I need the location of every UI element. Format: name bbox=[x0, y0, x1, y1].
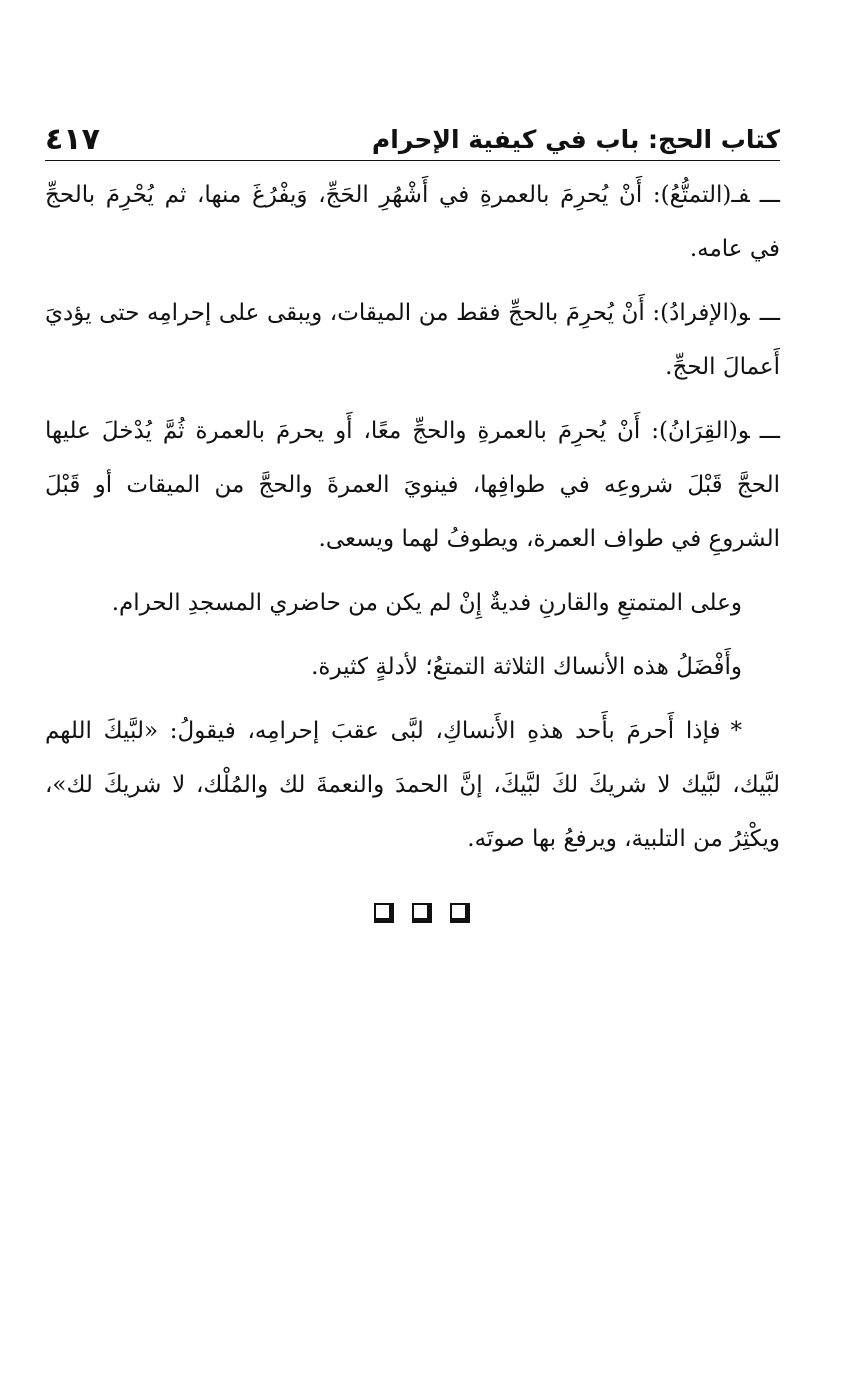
paragraph-afdal bbox=[45, 640, 780, 694]
running-header bbox=[45, 112, 780, 160]
paragraph-tamattu bbox=[45, 168, 780, 276]
header-divider bbox=[45, 160, 780, 161]
paragraph-qiran bbox=[45, 404, 780, 566]
paragraph-text: فـ(التمتُّعُ): أَنْ يُحرِمَ بالعمرةِ في أَشْهُرِ الحَجِّ، وَيفْرُغَ منها، ثم يُحْرِمَ بالحجِّ في عامه. bbox=[45, 182, 780, 262]
paragraph-ifrad bbox=[45, 286, 780, 394]
paragraph-talbiya bbox=[45, 704, 780, 866]
square-box-icon bbox=[374, 903, 394, 923]
page-body bbox=[45, 168, 780, 876]
square-box-icon bbox=[450, 903, 470, 923]
paragraph-text: و(الإفرادُ): أَنْ يُحرِمَ بالحجِّ فقط من الميقات، ويبقى على إحرامِه حتى يؤديَ أَعمالَ الحجِّ. bbox=[45, 300, 780, 380]
square-box-icon bbox=[412, 903, 432, 923]
paragraph-dash: ـــ bbox=[759, 300, 780, 326]
paragraph-text: وأَفْضَلُ هذه الأنساك الثلاثة التمتعُ؛ لأدلةٍ كثيرة. bbox=[311, 654, 742, 680]
paragraph-text: و(القِرَانُ): أَنْ يُحرِمَ بالعمرةِ والحجِّ معًا، أَو يحرمَ بالعمرة ثُمَّ يُدْخلَ عليها الحجَّ قَبْلَ شروعِه في طوافِها، فينويَ العمرةَ والحجَّ من الميقات أو قَبْلَ الشروعِ في طواف العمرة، ويطوفُ لهما ويسعى. bbox=[45, 418, 780, 552]
paragraph-fidya bbox=[45, 576, 780, 630]
paragraph-text: فإذا أَحرمَ بأَحد هذهِ الأَنساكِ، لبَّى عقبَ إحرامِه، فيقولُ: «لبَّيكَ اللهم لبَّيك، لبَّيك لا شريكَ لكَ لبَّيكَ، إنَّ الحمدَ والنعمةَ لك والمُلْك، لا شريكَ لك»، ويكْثِرُ من التلبية، ويرفعُ بها صوتَه. bbox=[45, 718, 780, 852]
asterisk-icon: * bbox=[730, 718, 742, 744]
paragraph-dash: ـــ bbox=[759, 418, 780, 444]
paragraph-text: وعلى المتمتعِ والقارنِ فديةٌ إِنْ لم يكن من حاضري المسجدِ الحرام. bbox=[111, 590, 742, 616]
chapter-title: كتاب الحج: باب في كيفية الإحرام bbox=[371, 125, 780, 154]
page-number: ٤١٧ bbox=[45, 122, 100, 157]
paragraph-dash: ـــ bbox=[759, 182, 780, 208]
section-end-ornament bbox=[0, 903, 843, 923]
